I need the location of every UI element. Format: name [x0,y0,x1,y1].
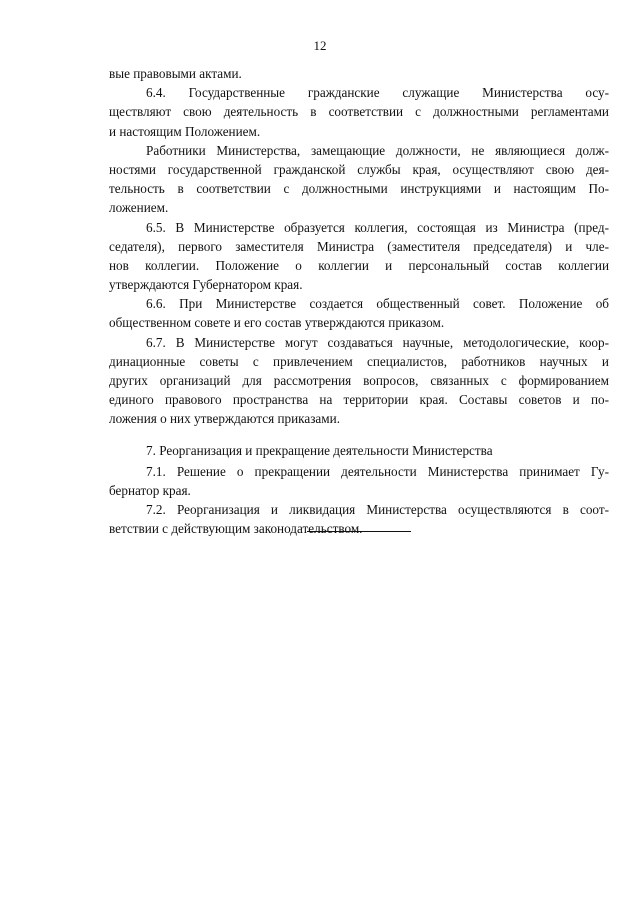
text-line: нов коллегии. Положение о коллегии и персональный состав коллегии [109,257,609,273]
text-line: ностями государственной гражданской службы края, осуществляют свою дея- [109,161,609,177]
paragraph-6-4 [109,83,609,141]
page-number: 12 [313,38,327,53]
text-line: ложения о них утверждаются приказами. [109,411,340,427]
text-line: общественном совете и его состав утверждаются приказом. [109,315,445,331]
paragraph-6-6 [109,294,609,332]
paragraph-6-5 [109,218,609,295]
paragraph-6-7 [109,333,609,429]
text-line: утверждаются Губернатором края. [109,277,303,293]
text-line: 6.6. При Министерстве создается общественный совет. Положение об [146,296,609,312]
document-body [109,64,609,539]
text-line: 7.1. Решение о прекращении деятельности Министерства принимает Гу- [146,463,609,479]
text-line: 6.5. В Министерстве образуется коллегия, состоящая из Министра (пред- [146,219,609,235]
text-line: 6.4. Государственные гражданские служащие Министерства осу- [146,85,609,101]
paragraph-continuation [109,64,609,83]
text-line: 6.7. В Министерстве могут создаваться научные, методологические, коор- [146,334,609,350]
paragraph-7-2 [109,500,609,538]
text-line: динационные советы с привлечением специалистов, работников научных и [109,353,609,369]
end-of-document-rule [307,531,411,532]
text-line: других организаций для рассмотрения вопросов, связанных с формированием [109,373,609,388]
text-line: Работники Министерства, замещающие должности, не являющиеся долж- [146,142,609,158]
text-line: ществляют свою деятельность в соответствии с должностными регламентами [109,104,609,120]
paragraph-workers [109,141,609,218]
text-line: и настоящим Положением. [109,123,261,139]
text-line: седателя), первого заместителя Министра (заместителя председателя) и чле- [109,238,609,254]
text-line: ложением. [109,200,169,216]
text-line: бернатор края. [109,482,191,498]
paragraph-7-1 [109,462,609,500]
text-line: ветствии с действующим законодательством. [109,521,363,537]
text-line: тельность в соответствии с должностными инструкциями и настоящим По- [109,181,609,197]
text-line: вые правовыми актами. [109,66,242,81]
text-line: 7.2. Реорганизация и ликвидация Министерства осуществляются в соот- [146,502,609,518]
section-heading: 7. Реорганизация и прекращение деятельности Министерства [146,442,493,458]
text-line: единого правового пространства на территории края. Составы советов и по- [109,392,609,408]
